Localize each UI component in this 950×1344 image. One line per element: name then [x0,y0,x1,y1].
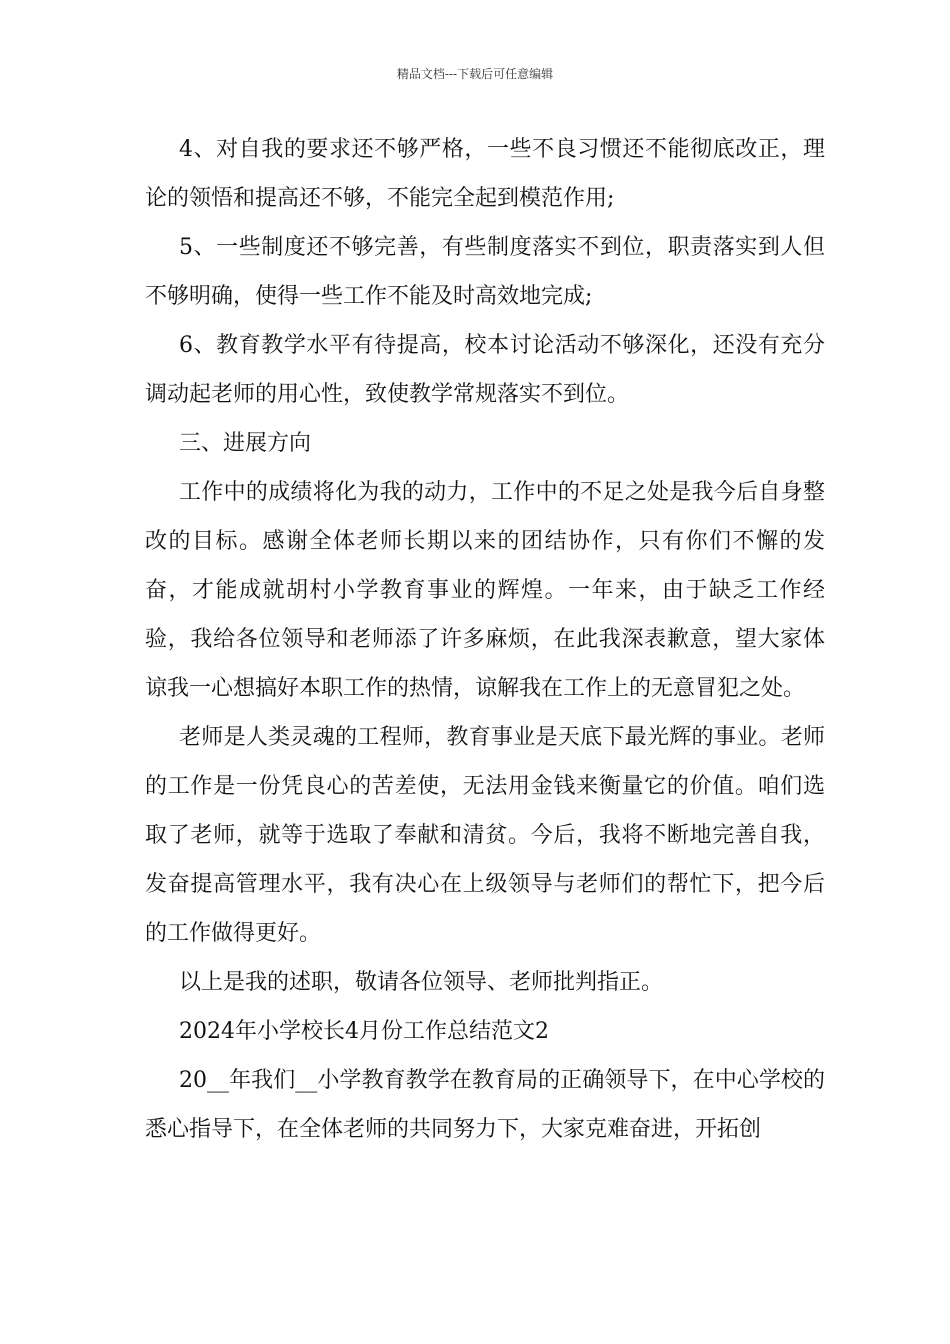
section-heading-direction: 三、进展方向 [179,431,312,456]
document-body [145,125,825,1154]
paragraph-motivation: 工作中的成绩将化为我的动力，工作中的不足之处是我今后自身整改的目标。感谢全体老师长期以来的团结协作，只有你们不懈的发奋，才能成就胡村小学教育事业的辉煌。一年来，由于缺乏工作经验，我给各位领导和老师添了许多麻烦，在此我深表歉意，望大家体谅我一心想搞好本职工作的热情，谅解我在工作上的无意冒犯之处。 [145,480,825,701]
paragraph-item-5: 5、一些制度还不够完善，有些制度落实不到位，职责落实到人但不够明确，使得一些工作不能及时高效地完成; [145,235,825,309]
article-title-2: 2024年小学校长4月份工作总结范文2 [179,1019,549,1044]
page-header: 精品文档---下载后可任意编辑 [396,67,554,81]
paragraph-item-6: 6、教育教学水平有待提高，校本讨论活动不够深化，还没有充分调动起老师的用心性，致使教学常规落实不到位。 [145,333,825,407]
paragraph-intro-2: 20__年我们__小学教育教学在教育局的正确领导下，在中心学校的悉心指导下，在全体老师的共同努力下，大家克难奋进，开拓创 [145,1068,825,1142]
paragraph-teacher-role: 老师是人类灵魂的工程师，教育事业是天底下最光辉的事业。老师的工作是一份凭良心的苦差使，无法用金钱来衡量它的价值。咱们选取了老师，就等于选取了奉献和清贫。今后，我将不断地完善自我，发奋提高管理水平，我有决心在上级领导与老师们的帮忙下，把今后的工作做得更好。 [145,725,825,946]
paragraph-closing: 以上是我的述职，敬请各位领导、老师批判指正。 [179,970,664,995]
paragraph-item-4: 4、对自我的要求还不够严格，一些不良习惯还不能彻底改正，理论的领悟和提高还不够，不能完全起到模范作用; [145,137,825,211]
